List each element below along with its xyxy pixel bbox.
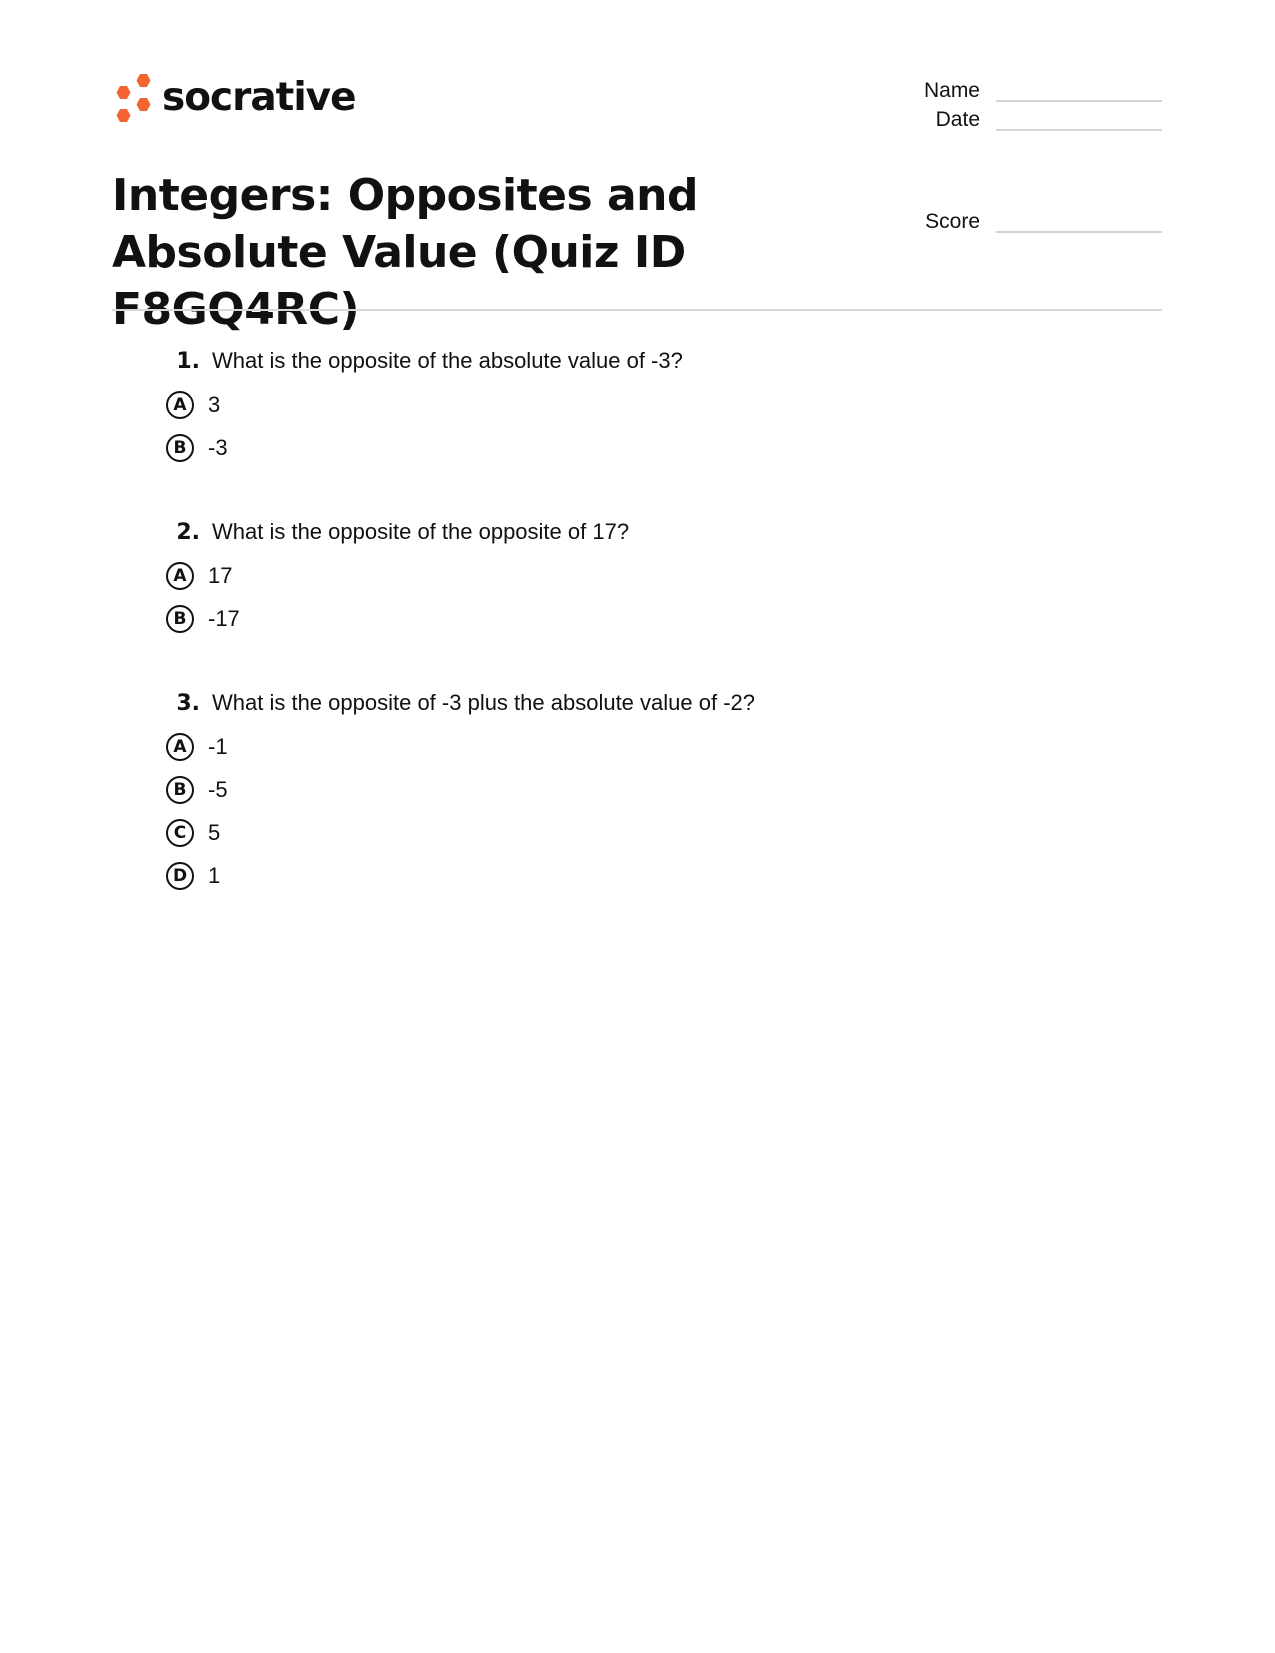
score-field[interactable]: [880, 207, 1162, 237]
answer-text: -1: [208, 734, 228, 759]
question-1: [166, 344, 1066, 464]
answer-option-a[interactable]: [166, 731, 1066, 763]
answer-text: 3: [208, 392, 221, 417]
answer-option-a[interactable]: [166, 560, 1066, 592]
answer-bubble-icon[interactable]: B: [166, 605, 194, 633]
score-blank-line[interactable]: [996, 231, 1162, 233]
answer-option-b[interactable]: [166, 774, 1066, 806]
score-label: Score: [925, 210, 980, 233]
answer-option-d[interactable]: [166, 860, 1066, 892]
question-number: 3.: [176, 690, 200, 716]
answer-bubble-icon[interactable]: B: [166, 434, 194, 462]
answer-text: -5: [208, 777, 228, 802]
quiz-title: Integers: Opposites and Absolute Value (Quiz ID F8GQ4RC): [112, 170, 699, 335]
question-number: 2.: [176, 519, 200, 545]
question-2: [166, 515, 1066, 635]
socrative-logo: [112, 72, 356, 124]
question-text: What is the opposite of the opposite of 17?: [212, 519, 630, 544]
answer-bubble-icon[interactable]: D: [166, 862, 194, 890]
question-text: What is the opposite of the absolute value of -3?: [212, 348, 683, 373]
date-field[interactable]: [880, 105, 1162, 135]
answer-bubble-icon[interactable]: A: [166, 562, 194, 590]
answer-option-b[interactable]: [166, 432, 1066, 464]
question-number: 1.: [176, 348, 200, 374]
header-divider: [112, 309, 1162, 311]
answer-option-c[interactable]: [166, 817, 1066, 849]
hexagon-cluster-icon: [112, 73, 152, 123]
answer-bubble-icon[interactable]: A: [166, 391, 194, 419]
name-label: Name: [923, 79, 980, 102]
answer-text: 5: [208, 820, 221, 845]
answer-bubble-icon[interactable]: A: [166, 733, 194, 761]
question-3: [166, 686, 1066, 892]
date-label: Date: [935, 108, 980, 131]
name-field[interactable]: [880, 76, 1162, 106]
answer-text: -17: [208, 606, 240, 631]
answer-text: 1: [208, 863, 221, 888]
answer-text: 17: [208, 563, 233, 588]
date-blank-line[interactable]: [996, 129, 1162, 131]
brand-name: socrative: [162, 74, 356, 120]
question-text: What is the opposite of -3 plus the absolute value of -2?: [212, 690, 755, 715]
answer-option-b[interactable]: [166, 603, 1066, 635]
answer-text: -3: [208, 435, 228, 460]
answer-bubble-icon[interactable]: C: [166, 819, 194, 847]
answer-option-a[interactable]: [166, 389, 1066, 421]
name-blank-line[interactable]: [996, 100, 1162, 102]
answer-bubble-icon[interactable]: B: [166, 776, 194, 804]
